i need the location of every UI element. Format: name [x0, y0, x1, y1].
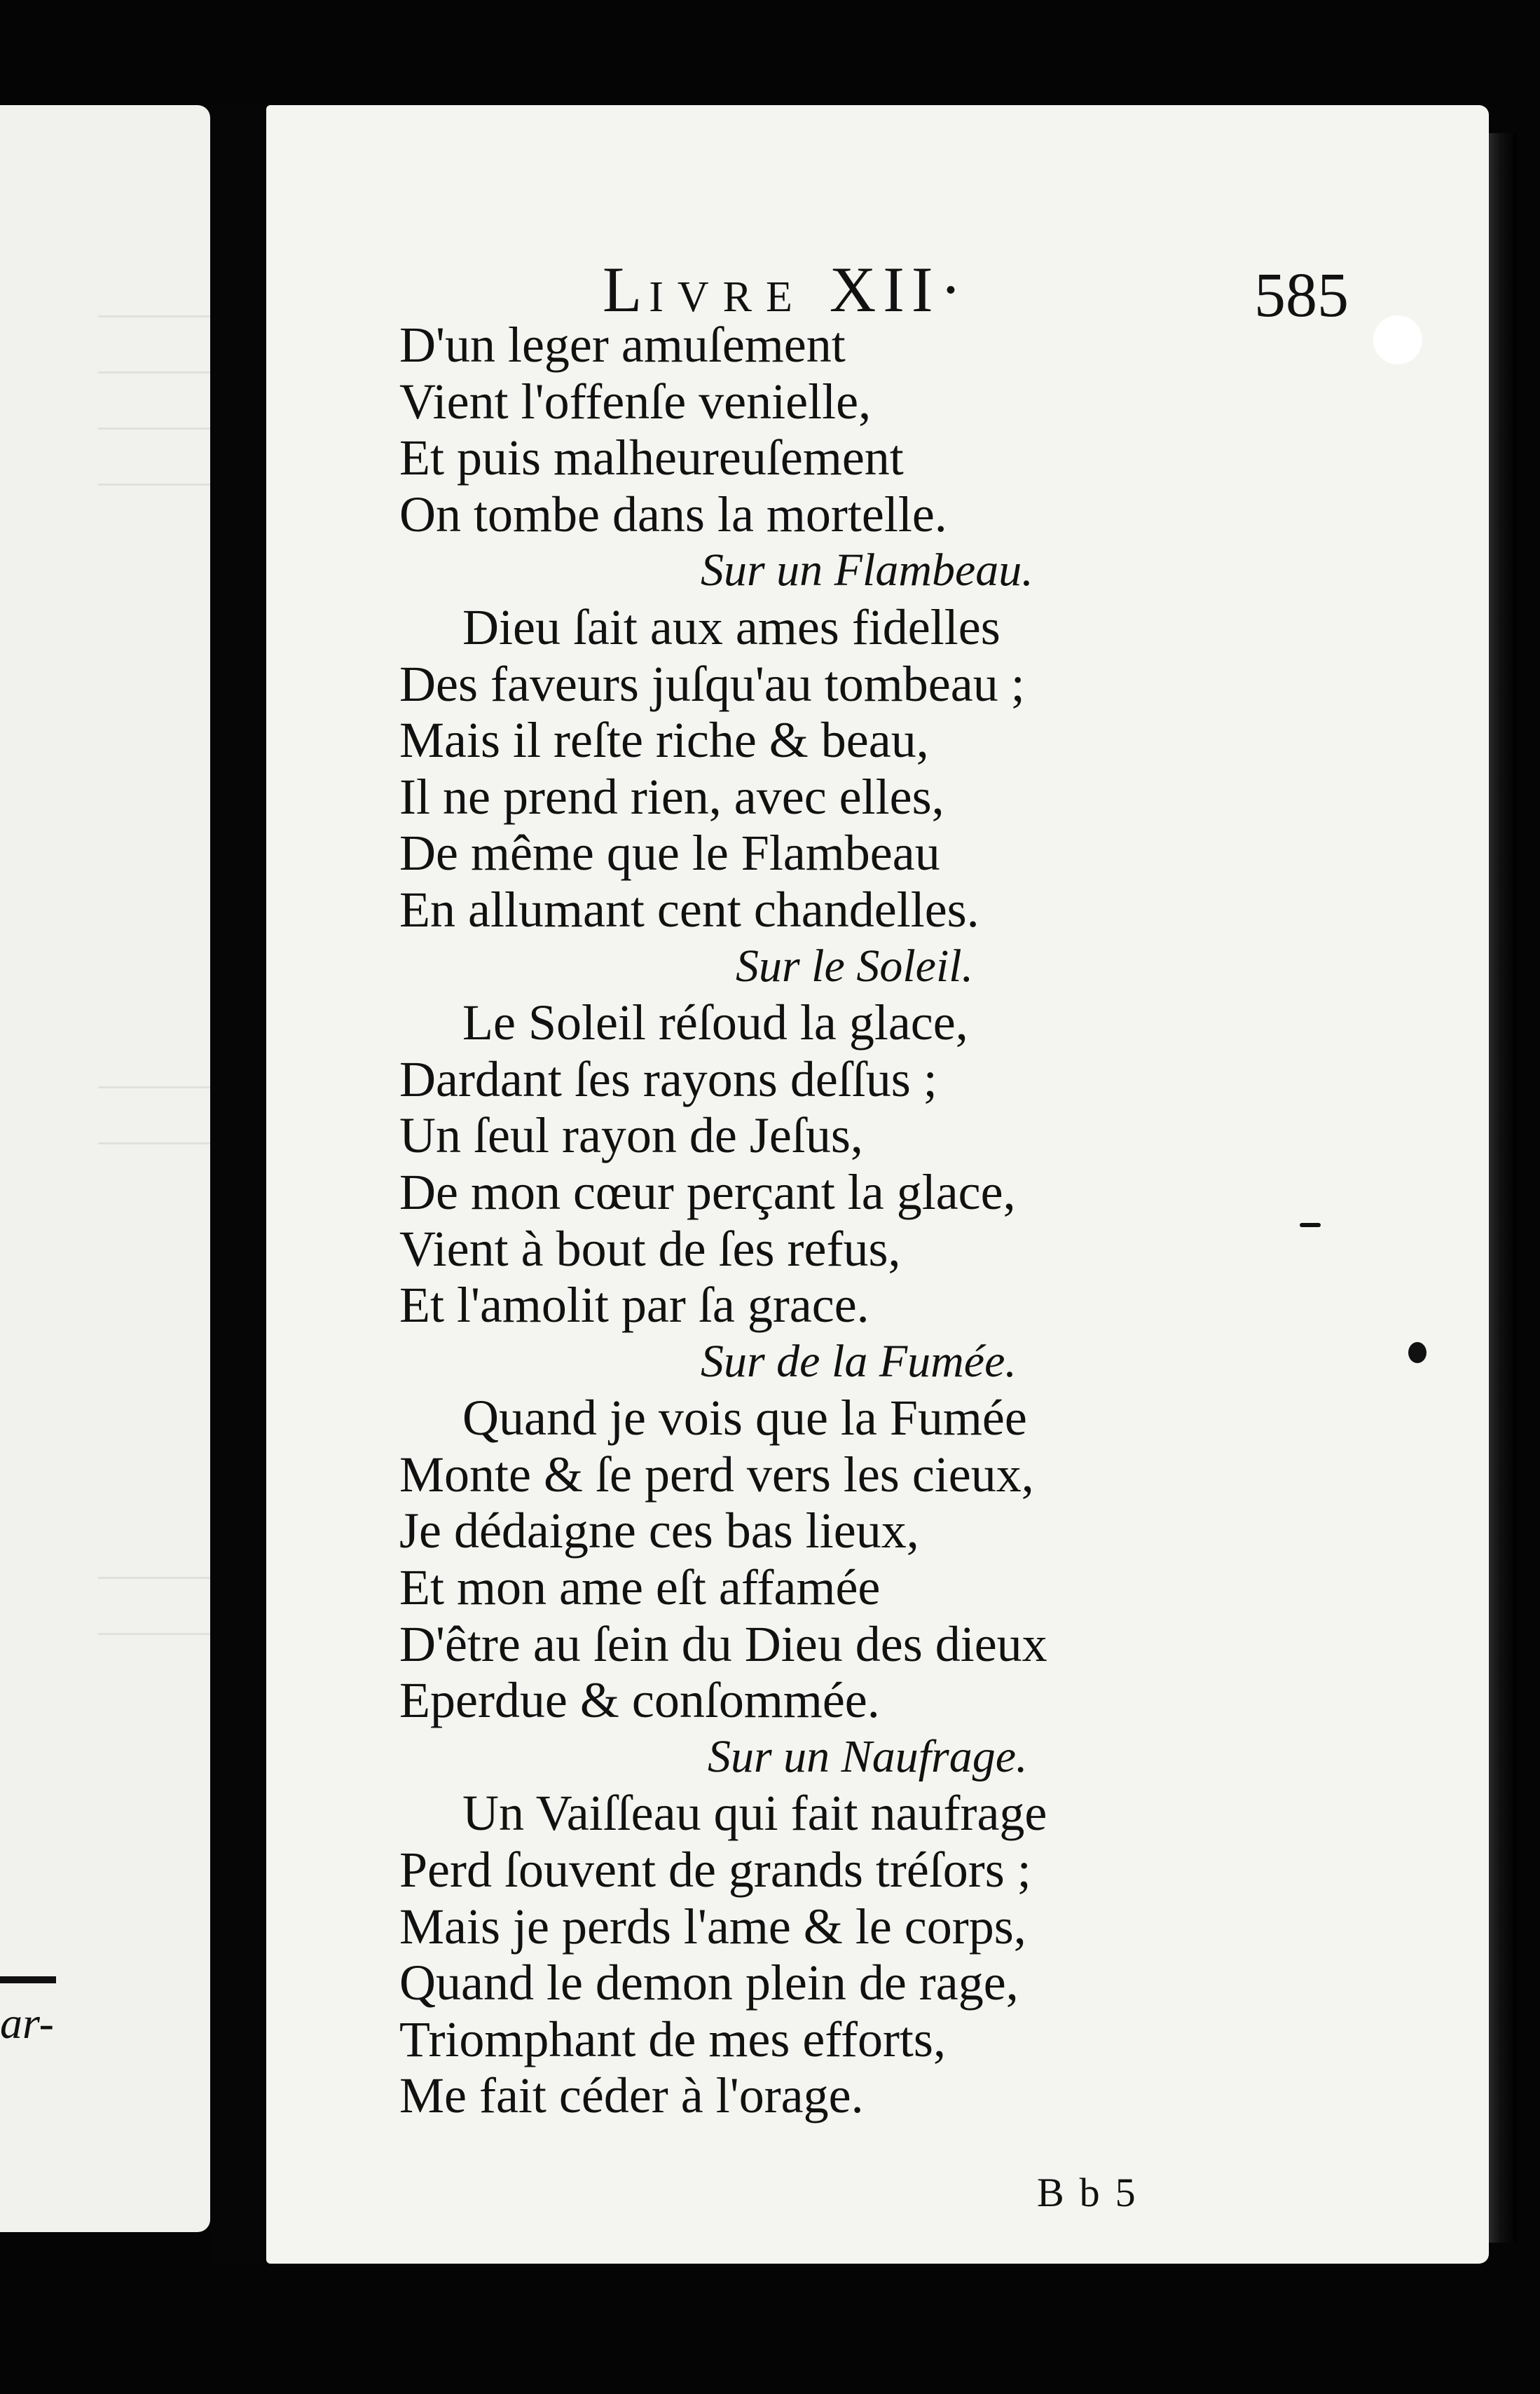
verse-line: Me fait céder à l'orage. [399, 2067, 864, 2124]
verse-line: Le Soleil réſoud la glace, [462, 994, 968, 1051]
verse-line: Et mon ame eſt affamée [399, 1559, 881, 1616]
running-head-initial: L [603, 254, 649, 325]
verse-line: Un Vaiſſeau qui fait naufrage [462, 1785, 1047, 1842]
verse-line: Triomphant de mes efforts, [399, 2011, 946, 2067]
verse-line: D'être au ſein du Dieu des dieux [399, 1615, 1047, 1672]
stanza-heading: Sur de la Fumée. [701, 1335, 1017, 1387]
verse-line: Et l'amolit par ſa grace. [399, 1277, 869, 1334]
bleed-through-line [98, 371, 210, 374]
bleed-through-line [98, 1086, 210, 1088]
bleed-through-line [98, 315, 210, 317]
running-head-word: IVRE [649, 273, 806, 321]
running-head-book: XII· [829, 254, 969, 325]
bleed-through-line [98, 427, 210, 430]
verse-line: En allumant cent chandelles. [399, 881, 979, 938]
bleed-through-line [98, 1633, 210, 1635]
bleed-through-line [98, 484, 210, 486]
stanza-heading: Sur un Naufrage. [708, 1730, 1028, 1782]
ink-speck [1300, 1223, 1321, 1227]
verse-line: Il ne prend rien, avec elles, [399, 768, 944, 825]
verse-line: Mais il reſte riche & beau, [399, 712, 929, 769]
page-edge-shadow [1489, 133, 1517, 2243]
stanza-heading: Sur un Flambeau. [701, 545, 1033, 596]
paper-hole [1373, 315, 1422, 364]
signature-mark: Bb5 [1037, 2170, 1151, 2215]
bleed-through-line [98, 1142, 210, 1144]
verse-line: Dardant ſes rayons deſſus ; [399, 1051, 937, 1107]
facing-page-rule [0, 1976, 56, 1983]
verse-line: Perd ſouvent de grands tréſors ; [399, 1842, 1031, 1899]
page-number: 585 [1254, 261, 1349, 330]
verse-line: Des faveurs juſqu'au tombeau ; [399, 655, 1025, 712]
facing-page-left [0, 105, 210, 2232]
verse-line: Vient l'offenſe venielle, [399, 373, 872, 430]
verse-line: Et puis malheureuſement [399, 430, 904, 486]
ink-speck [1408, 1342, 1426, 1363]
verse-line: De même que le Flambeau [399, 825, 940, 882]
poem-text [399, 317, 1450, 2124]
verse-line: Je dédaigne ces bas lieux, [399, 1503, 919, 1559]
binding-gutter [210, 105, 266, 2264]
verse-line: D'un leger amuſement [399, 317, 846, 373]
verse-line: Eperdue & conſommée. [399, 1672, 880, 1729]
verse-line: Quand je vois que la Fumée [462, 1390, 1027, 1446]
bleed-through-line [98, 1577, 210, 1579]
verse-line: Mais je perds l'ame & le corps, [399, 1898, 1026, 1955]
verse-line: Un ſeul rayon de Jeſus, [399, 1107, 863, 1164]
verse-line: Quand le demon plein de rage, [399, 1955, 1019, 2011]
verse-line: Monte & ſe perd vers les cieux, [399, 1446, 1034, 1503]
running-head [603, 252, 968, 327]
verse-line: De mon cœur perçant la glace, [399, 1163, 1016, 1220]
verse-line: Vient à bout de ſes refus, [399, 1220, 901, 1277]
facing-page-fragment: ar- [0, 1998, 54, 2048]
stanza-heading: Sur le Soleil. [736, 940, 974, 992]
verse-line: Dieu ſait aux ames fidelles [462, 598, 1001, 655]
verse-line: On tombe dans la mortelle. [399, 486, 947, 542]
